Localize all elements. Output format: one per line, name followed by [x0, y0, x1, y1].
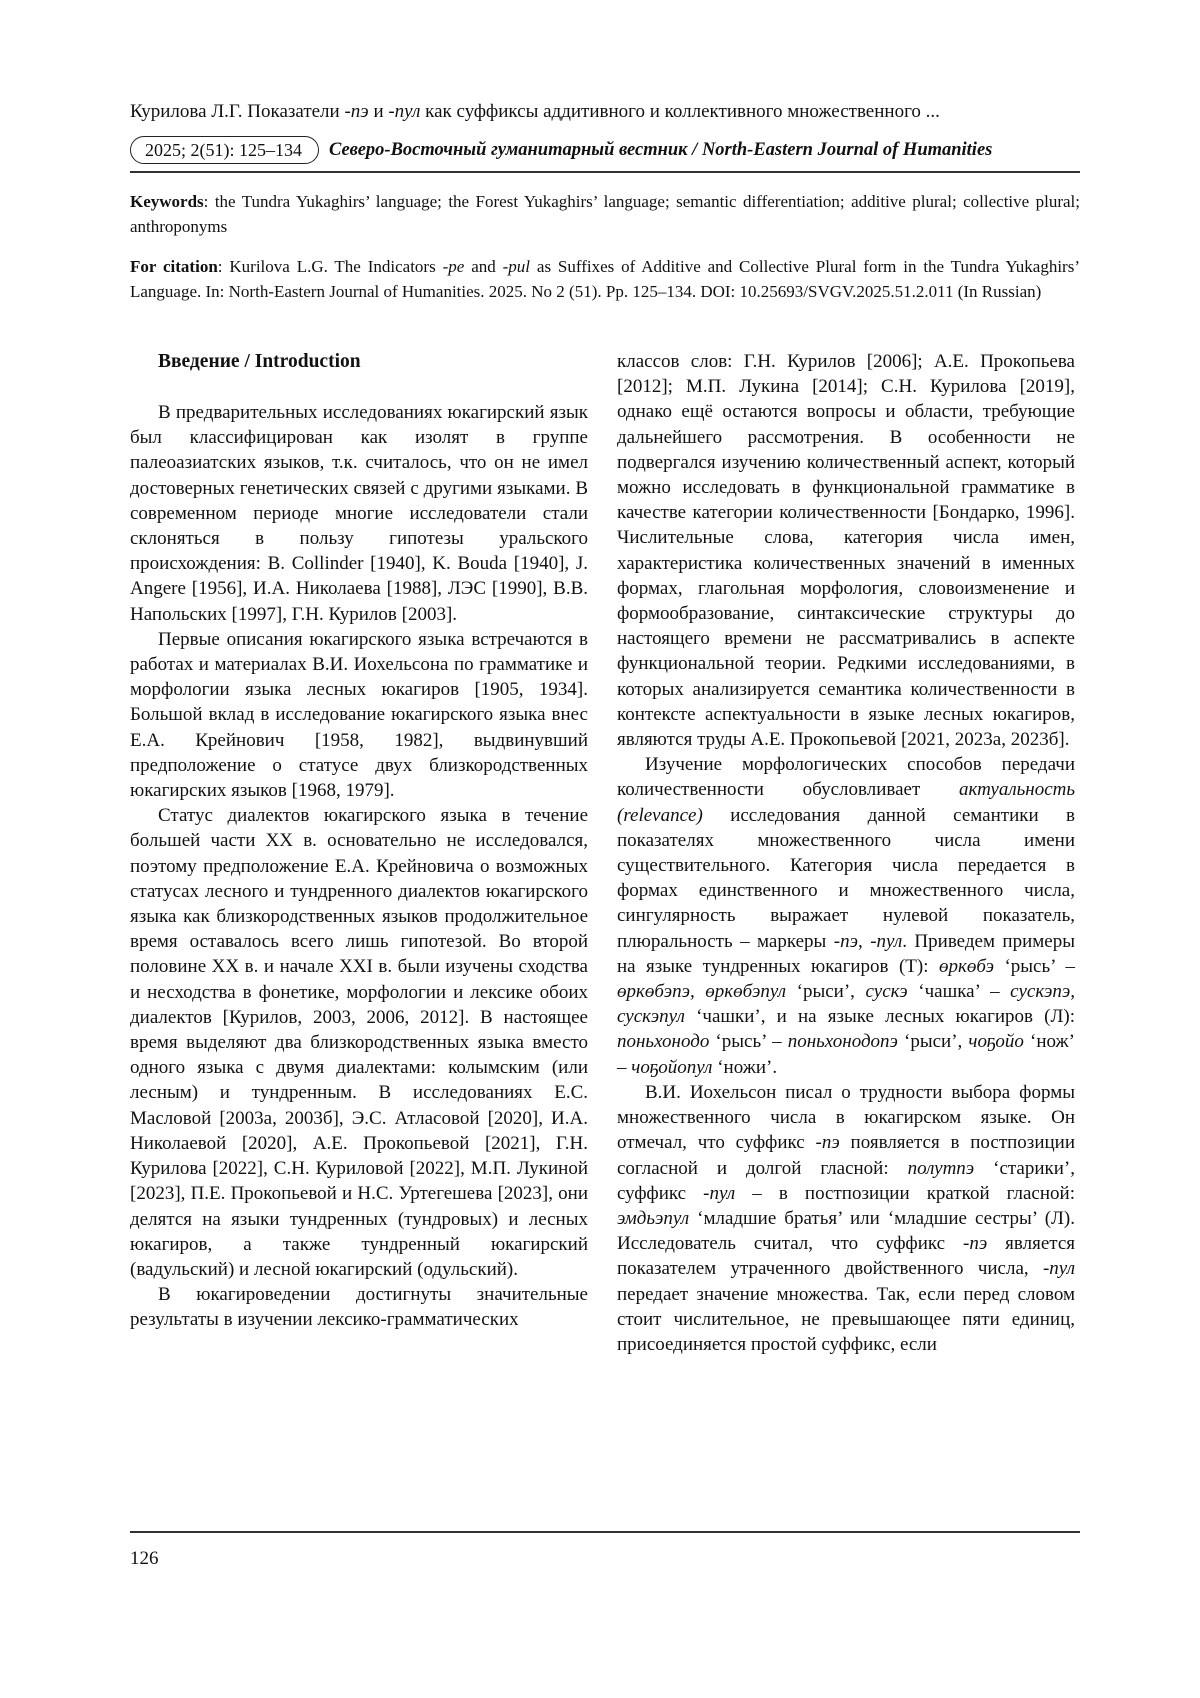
paragraph: Первые описания юкагирского языка встречаются в работах и материалах В.И. Иохельсона по грамматике и морфологии языка лесных юкагиров [1905, 1934]. Большой вклад в исследование юкагирского языка внес Е.А. Крейнович [1958, 1982], выдвинувший предположение о статусе двух близкородственных юкагирских языков [1968, 1979].: [130, 628, 588, 802]
header-divider: [130, 171, 1080, 173]
issue-badge: 2025; 2(51): 125–134: [130, 136, 319, 164]
right-column: [617, 349, 1075, 1357]
page-number: 126: [130, 1548, 159, 1569]
paragraph: В.И. Иохельсон писал о трудности выбора формы множественного числа в юкагирском языке. Он отмечал, что суффикс -пэ появляется в постпозиции согласной и долгой гласной: полутпэ ‘старики’, суффикс -пул – в постпозиции краткой гласной: эмдьэпул ‘младшие братья’ или ‘младшие сестры’ (Л). Исследователь считал, что суффикс -пэ является показателем утраченного двойственного числа, -пул передает значение множества. Так, если перед словом стоит числительное, не превышающее пяти единиц, присоединяется простой суффикс, если: [617, 1081, 1076, 1355]
journal-title: Северо-Восточный гуманитарный вестник / North-Eastern Journal of Humanities: [329, 139, 993, 160]
section-title: Введение / Introduction: [158, 351, 361, 372]
paragraph: Изучение морфологических способов передачи количественности обусловливает актуальность (relevance) исследования данной семантики в показателях множественного числа имени существительного. Категория числа передается в формах единственного и множественного числа, сингулярность выражает нулевой показатель, плюральность – маркеры -пэ, -пул. Приведем примеры на языке тундренных юкагиров (Т): өркөбэ ‘рысь’ – өркөбэпэ, өркөбэпул ‘рыси’, сускэ ‘чашка’ – сускэпэ, сускэпул ‘чашки’, и на языке лесных юкагиров (Л): поньхонодо ‘рысь’ – поньхонодопэ ‘рыси’, чоҕойо ‘нож’ – чоҕойопул ‘ножи’.: [617, 754, 1075, 1078]
issue-line: [130, 133, 1080, 167]
paragraph: В юкагироведении достигнуты значительные результаты в изучении лексико-грамматических: [130, 1284, 588, 1331]
left-column: [130, 349, 588, 1333]
citation: For citation: Kurilova L.G. The Indicators -pe and -pul as Suffixes of Additive and Collective Plural form in the Tundra Yukaghirs’ Language. In: North-Eastern Journal of Humanities. 2025. No 2 (51). Pp. 125–134. DOI: 10.25693/SVGV.2025.51.2.011 (In Russian): [130, 257, 1080, 301]
keywords: Keywords: the Tundra Yukaghirs’ language; the Forest Yukaghirs’ language; semantic differentiation; additive plural; collective plural; anthroponyms: [130, 192, 1080, 236]
running-head: Курилова Л.Г. Показатели -пэ и -пул как суффиксы аддитивного и коллективного множественного ...: [130, 101, 940, 122]
paragraph: классов слов: Г.Н. Курилов [2006]; А.Е. Прокопьева [2012]; М.П. Лукина [2014]; С.Н. Курилова [2019], однако ещё остаются вопросы и области, требующие дальнейшего рассмотрения. В особенности не подвергался изучению количественный аспект, который можно исследовать в функциональной грамматике в качестве категории количественности [Бондарко, 1996]. Числительные слова, категория числа имен, характеристика количественных значений в именных формах, глагольная морфология, словоизменение и формообразование, синтаксические структуры до настоящего времени не рассматривались в аспекте функциональной теории. Редкими исследованиями, в которых анализируется семантика количественности в контексте аспектуальности в языке лесных юкагиров, являются труды А.Е. Прокопьевой [2021, 2023а, 2023б].: [617, 351, 1075, 751]
footer-divider: [130, 1531, 1080, 1533]
paragraph: В предварительных исследованиях юкагирский язык был классифицирован как изолят в группе палеоазиатских языков, т.к. считалось, что он не имел достоверных генетических связей с другими языками. В современном периоде многие исследователи стали склоняться в пользу гипотезы уральского происхождения: B. Collinder [1940], K. Bouda [1940], J. Angere [1956], И.А. Николаева [1988], ЛЭС [1990], В.В. Напольских [1997], Г.Н. Курилов [2003].: [130, 402, 588, 625]
paragraph: Статус диалектов юкагирского языка в течение большей части XX в. основательно не исследовался, поэтому предположение Е.А. Крейновича о возможных статусах лесного и тундренного диалектов юкагирского языка как близкородственных языков продолжительное время оставалось всего лишь гипотезой. Во второй половине XX в. и начале XXI в. были изучены сходства и несходства в фонетике, морфологии и лексике обоих диалектов [Курилов, 2003, 2006, 2012]. В настоящее время выделяют два близкородственных языка вместо одного языка с двумя диалектами: колымским (или лесным) и тундренным. В исследованиях Е.С. Масловой [2003а, 2003б], Э.С. Атласовой [2020], И.А. Николаевой [2020], А.Е. Прокопьевой [2021], Г.Н. Курилова [2022], С.Н. Куриловой [2022], М.П. Лукиной [2023], П.Е. Прокопьевой и Н.С. Уртегешева [2023], они делятся на языки тундренных (тундровых) и лесных юкагиров, а также тундренный юкагирский (вадульский) и лесной юкагирский (одульский).: [130, 805, 588, 1280]
